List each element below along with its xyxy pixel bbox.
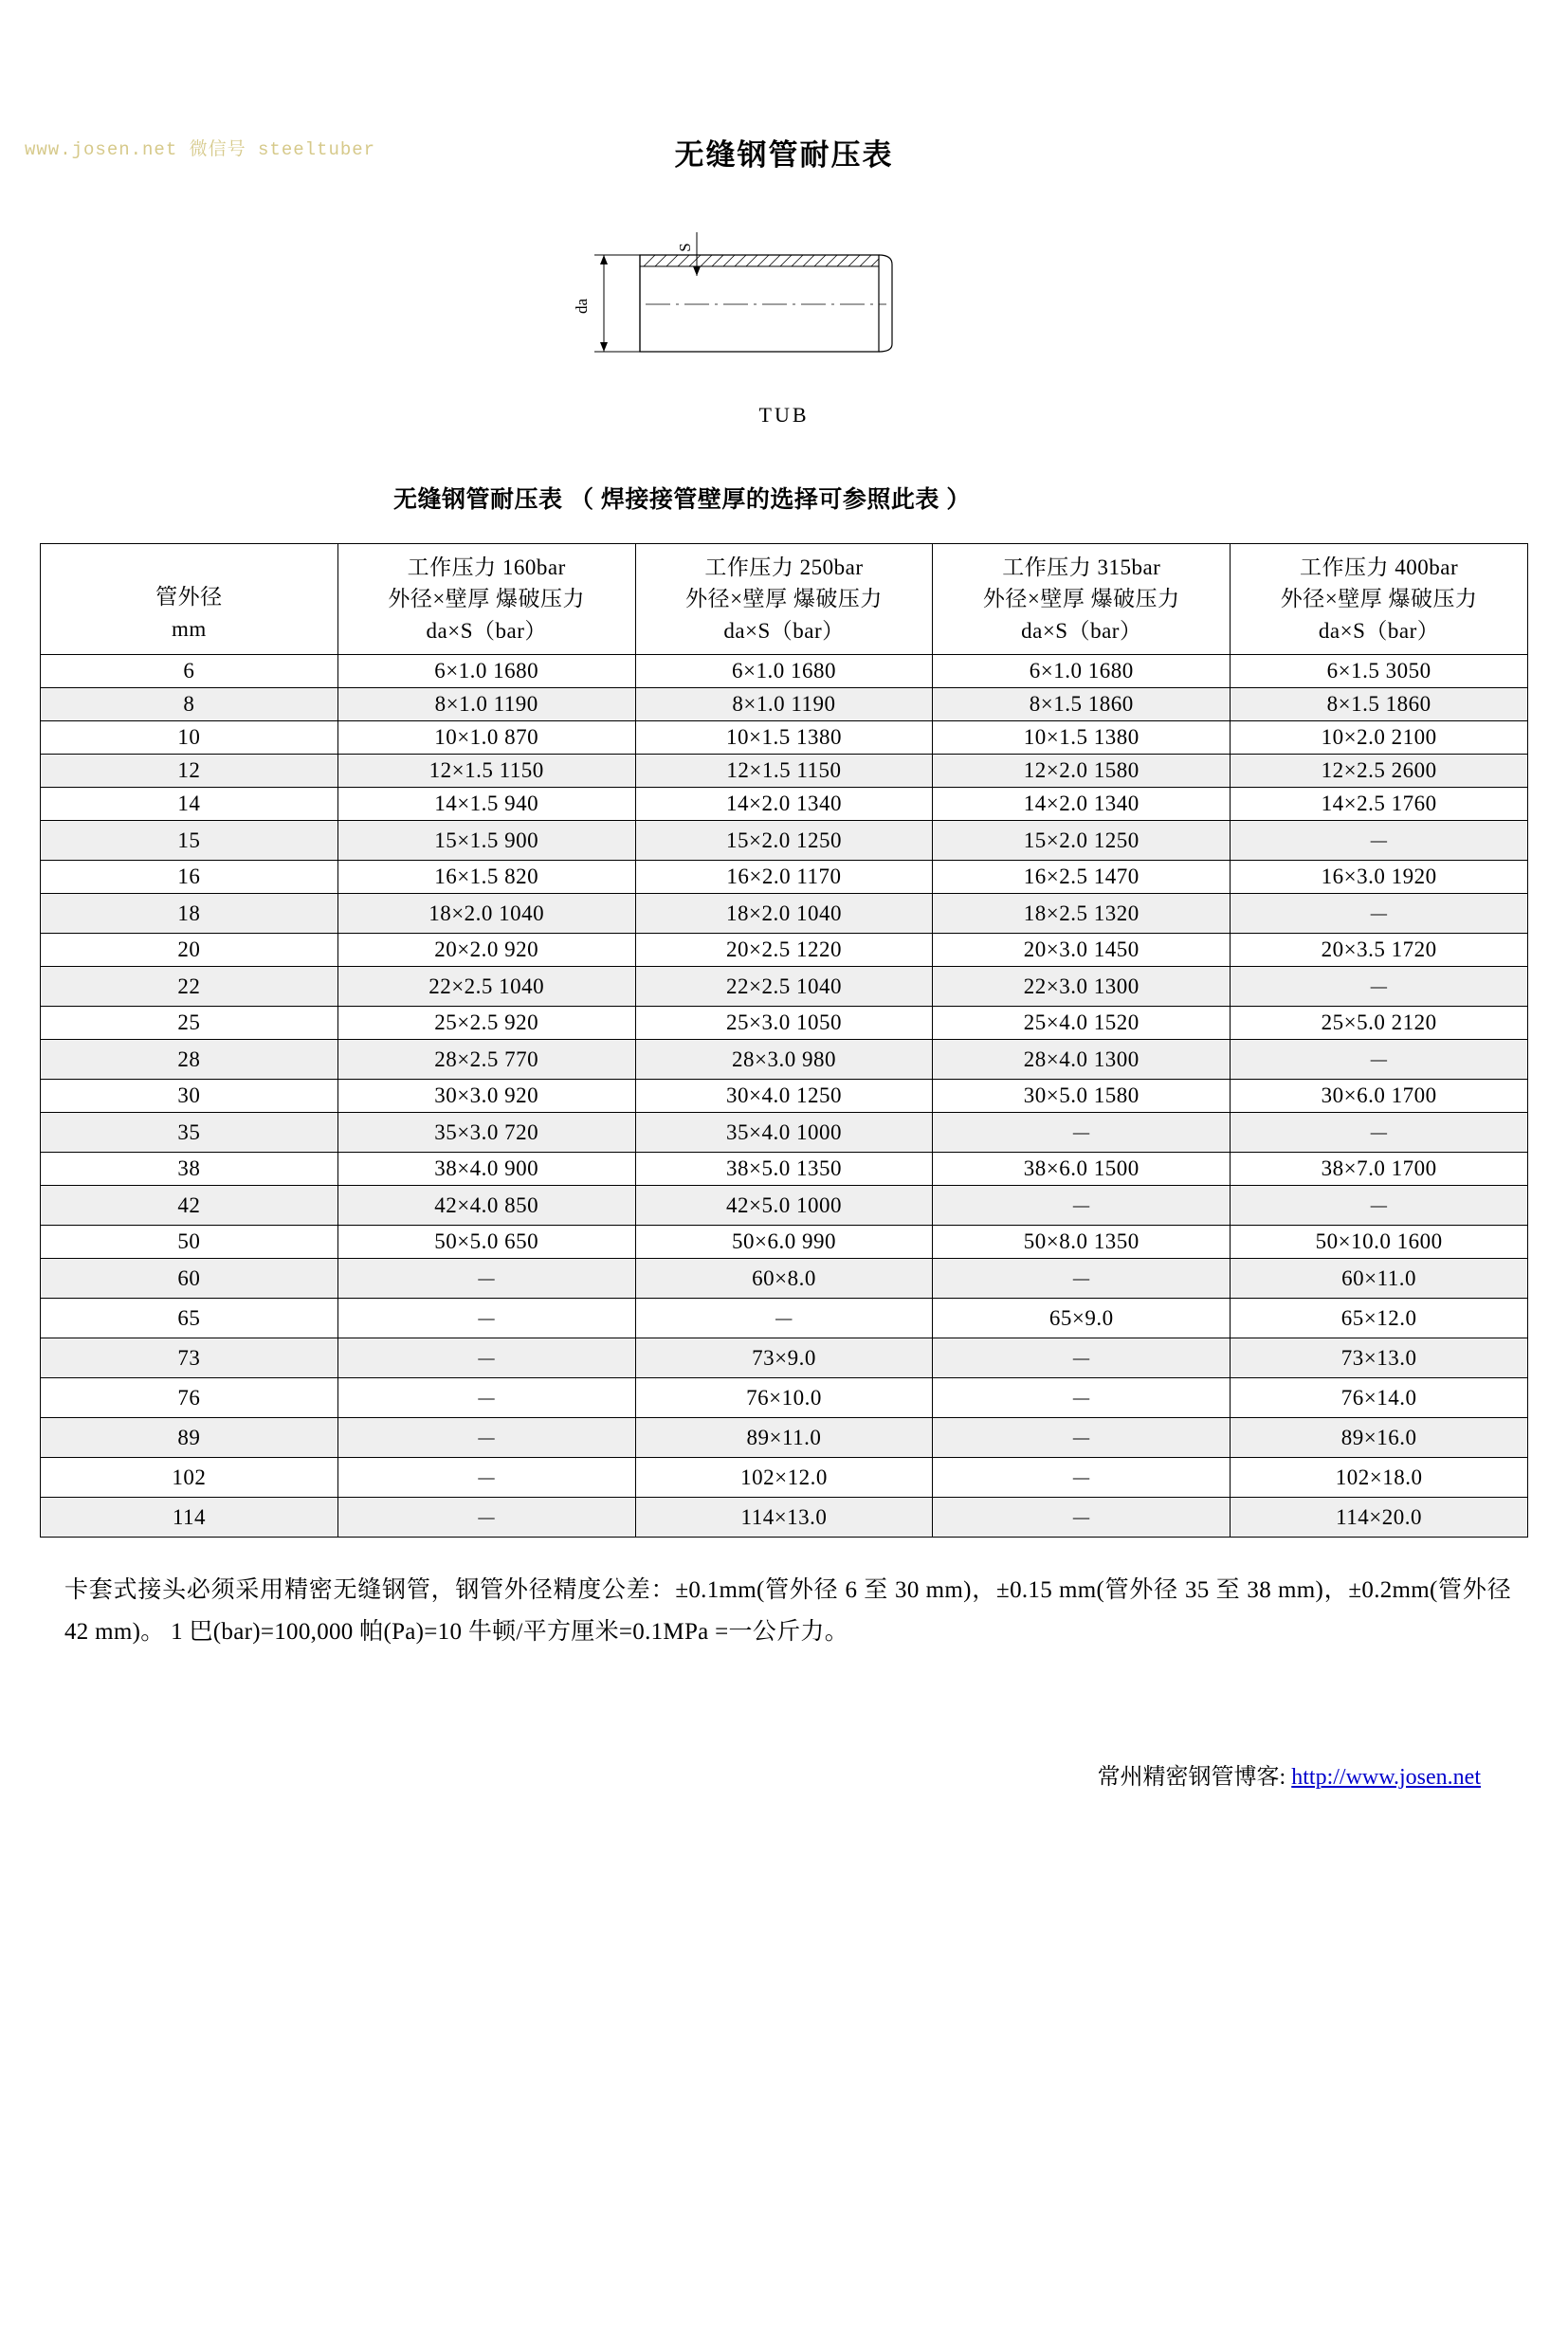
cell-spec: 60×8.0 [635,1259,933,1299]
cell-spec: 12×2.5 2600 [1231,755,1528,788]
table-subtitle: 无缝钢管耐压表 （ 焊接接管壁厚的选择可参照此表 ） [393,486,971,513]
cell-spec: 30×6.0 1700 [1231,1080,1528,1113]
cell-spec: 73×13.0 [1231,1338,1528,1378]
table-row [41,1378,1528,1418]
table-row [41,934,1528,967]
svg-text:da: da [573,298,591,315]
cell-diameter: 89 [41,1418,338,1458]
cell-spec: 50×8.0 1350 [933,1226,1231,1259]
cell-spec: 12×1.5 1150 [337,755,635,788]
table-row [41,1040,1528,1080]
document-page [0,131,1568,2348]
cell-spec: 6×1.0 1680 [933,655,1231,688]
cell-spec: 6×1.0 1680 [635,655,933,688]
cell-diameter: 38 [41,1153,338,1186]
cell-spec: 14×2.5 1760 [1231,788,1528,821]
column-header-160bar: 工作压力 160bar 外径×壁厚 爆破压力 da×S（bar） [337,544,635,655]
cell-spec: － [1231,1040,1528,1080]
cell-spec: － [933,1418,1231,1458]
cell-spec: － [337,1299,635,1338]
cell-diameter: 73 [41,1338,338,1378]
cell-diameter: 30 [41,1080,338,1113]
cell-spec: 22×3.0 1300 [933,967,1231,1007]
cell-spec: － [1231,821,1528,861]
cell-spec: 22×2.5 1040 [337,967,635,1007]
cell-spec: 16×1.5 820 [337,861,635,894]
cell-spec: 73×9.0 [635,1338,933,1378]
table-row [41,1458,1528,1498]
cell-diameter: 14 [41,788,338,821]
cell-spec: 16×3.0 1920 [1231,861,1528,894]
cell-diameter: 22 [41,967,338,1007]
cell-spec: 76×14.0 [1231,1378,1528,1418]
cell-spec: 10×1.5 1380 [933,721,1231,755]
cell-spec: － [337,1458,635,1498]
cell-spec: 10×2.0 2100 [1231,721,1528,755]
cell-spec: 102×12.0 [635,1458,933,1498]
cell-spec: 20×3.0 1450 [933,934,1231,967]
cell-spec: 65×12.0 [1231,1299,1528,1338]
cell-spec: 76×10.0 [635,1378,933,1418]
table-row [41,967,1528,1007]
cell-spec: 30×4.0 1250 [635,1080,933,1113]
cell-spec: － [1231,967,1528,1007]
cell-spec: 38×6.0 1500 [933,1153,1231,1186]
cell-spec: 20×3.5 1720 [1231,934,1528,967]
cell-diameter: 42 [41,1186,338,1226]
svg-text:S: S [676,243,694,252]
cell-spec: 20×2.5 1220 [635,934,933,967]
table-row [41,1113,1528,1153]
table-row [41,721,1528,755]
cell-spec: 42×4.0 850 [337,1186,635,1226]
cell-spec: 18×2.5 1320 [933,894,1231,934]
table-row [41,788,1528,821]
cell-spec: 16×2.0 1170 [635,861,933,894]
cell-spec: － [1231,1186,1528,1226]
cell-diameter: 60 [41,1259,338,1299]
cell-spec: 6×1.0 1680 [337,655,635,688]
cell-diameter: 20 [41,934,338,967]
table-row [41,1007,1528,1040]
pipe-diagram-figure [0,219,1568,399]
cell-spec: 12×2.0 1580 [933,755,1231,788]
cell-spec: 114×13.0 [635,1498,933,1538]
cell-spec: 28×4.0 1300 [933,1040,1231,1080]
cell-spec: － [1231,894,1528,934]
cell-diameter: 65 [41,1299,338,1338]
cell-spec: 35×3.0 720 [337,1113,635,1153]
cell-spec: － [337,1498,635,1538]
cell-diameter: 16 [41,861,338,894]
cell-spec: 15×1.5 900 [337,821,635,861]
table-row [41,861,1528,894]
cell-spec: 38×5.0 1350 [635,1153,933,1186]
cell-spec: 8×1.5 1860 [1231,688,1528,721]
cell-spec: － [337,1259,635,1299]
cell-spec: － [933,1378,1231,1418]
table-row [41,1080,1528,1113]
table-row [41,688,1528,721]
pipe-cross-section-icon [566,219,1002,399]
table-row [41,1338,1528,1378]
cell-spec: 22×2.5 1040 [635,967,933,1007]
cell-spec: 35×4.0 1000 [635,1113,933,1153]
cell-spec: 114×20.0 [1231,1498,1528,1538]
table-row [41,1498,1528,1538]
table-row [41,821,1528,861]
cell-spec: 16×2.5 1470 [933,861,1231,894]
footer-credit [0,1757,1568,1791]
cell-spec: 8×1.5 1860 [933,688,1231,721]
cell-spec: 18×2.0 1040 [337,894,635,934]
cell-spec: 50×6.0 990 [635,1226,933,1259]
cell-diameter: 102 [41,1458,338,1498]
cell-spec: 28×3.0 980 [635,1040,933,1080]
table-row [41,1259,1528,1299]
cell-spec: 102×18.0 [1231,1458,1528,1498]
cell-spec: 50×10.0 1600 [1231,1226,1528,1259]
cell-spec: 89×16.0 [1231,1418,1528,1458]
cell-spec: 14×2.0 1340 [933,788,1231,821]
column-header-250bar: 工作压力 250bar 外径×壁厚 爆破压力 da×S（bar） [635,544,933,655]
cell-diameter: 15 [41,821,338,861]
cell-diameter: 28 [41,1040,338,1080]
cell-spec: 60×11.0 [1231,1259,1528,1299]
table-row [41,1226,1528,1259]
cell-spec: 30×3.0 920 [337,1080,635,1113]
cell-spec: 25×5.0 2120 [1231,1007,1528,1040]
cell-spec: 12×1.5 1150 [635,755,933,788]
table-row [41,894,1528,934]
cell-spec: － [933,1186,1231,1226]
cell-spec: 42×5.0 1000 [635,1186,933,1226]
figure-caption: TUB [758,403,810,427]
column-header-diameter: 管外径 mm [41,544,338,655]
cell-spec: 28×2.5 770 [337,1040,635,1080]
cell-spec: 18×2.0 1040 [635,894,933,934]
cell-spec: 65×9.0 [933,1299,1231,1338]
cell-spec: － [337,1378,635,1418]
table-header-row [41,544,1528,655]
cell-spec: 14×1.5 940 [337,788,635,821]
footer-link[interactable]: http://www.josen.net [1291,1764,1481,1790]
table-row [41,755,1528,788]
cell-diameter: 50 [41,1226,338,1259]
cell-spec: 8×1.0 1190 [337,688,635,721]
cell-diameter: 76 [41,1378,338,1418]
column-header-400bar: 工作压力 400bar 外径×壁厚 爆破压力 da×S（bar） [1231,544,1528,655]
cell-diameter: 6 [41,655,338,688]
table-row [41,1418,1528,1458]
cell-spec: － [933,1338,1231,1378]
cell-spec: － [933,1259,1231,1299]
cell-spec: 25×4.0 1520 [933,1007,1231,1040]
cell-spec: 10×1.5 1380 [635,721,933,755]
cell-diameter: 25 [41,1007,338,1040]
cell-diameter: 18 [41,894,338,934]
page-title: 无缝钢管耐压表 [674,138,894,172]
cell-spec: － [933,1498,1231,1538]
table-body [41,655,1528,1538]
cell-spec: 15×2.0 1250 [933,821,1231,861]
cell-spec: 20×2.0 920 [337,934,635,967]
cell-diameter: 8 [41,688,338,721]
cell-diameter: 12 [41,755,338,788]
cell-spec: 25×2.5 920 [337,1007,635,1040]
cell-spec: 25×3.0 1050 [635,1007,933,1040]
cell-spec: 15×2.0 1250 [635,821,933,861]
cell-spec: 10×1.0 870 [337,721,635,755]
footer-label: 常州精密钢管博客: [1097,1764,1292,1790]
table-row [41,1153,1528,1186]
cell-spec: 50×5.0 650 [337,1226,635,1259]
cell-spec: 38×7.0 1700 [1231,1153,1528,1186]
table-row [41,1299,1528,1338]
table-row [41,1186,1528,1226]
cell-spec: － [337,1338,635,1378]
cell-spec: 30×5.0 1580 [933,1080,1231,1113]
cell-spec: 38×4.0 900 [337,1153,635,1186]
cell-spec: － [1231,1113,1528,1153]
cell-spec: － [933,1458,1231,1498]
table-row [41,655,1528,688]
watermark-text: www.josen.net 微信号 steeltuber [25,139,376,160]
cell-spec: 8×1.0 1190 [635,688,933,721]
cell-diameter: 35 [41,1113,338,1153]
cell-spec: － [635,1299,933,1338]
pressure-table [40,543,1528,1538]
cell-diameter: 114 [41,1498,338,1538]
footnote-text: 卡套式接头必须采用精密无缝钢管，钢管外径精度公差：±0.1mm(管外径 6 至 30 mm)，±0.15 mm(管外径 35 至 38 mm)，±0.2mm(管外径 42 mm)。 1 巴(bar)=100,000 帕(Pa)=10 牛顿/平方厘米=0.1MPa =一公斤力。 [64,1577,1511,1645]
column-header-315bar: 工作压力 315bar 外径×壁厚 爆破压力 da×S（bar） [933,544,1231,655]
cell-diameter: 10 [41,721,338,755]
cell-spec: 14×2.0 1340 [635,788,933,821]
cell-spec: － [337,1418,635,1458]
table-header [41,544,1528,655]
cell-spec: 89×11.0 [635,1418,933,1458]
cell-spec: 6×1.5 3050 [1231,655,1528,688]
cell-spec: － [933,1113,1231,1153]
